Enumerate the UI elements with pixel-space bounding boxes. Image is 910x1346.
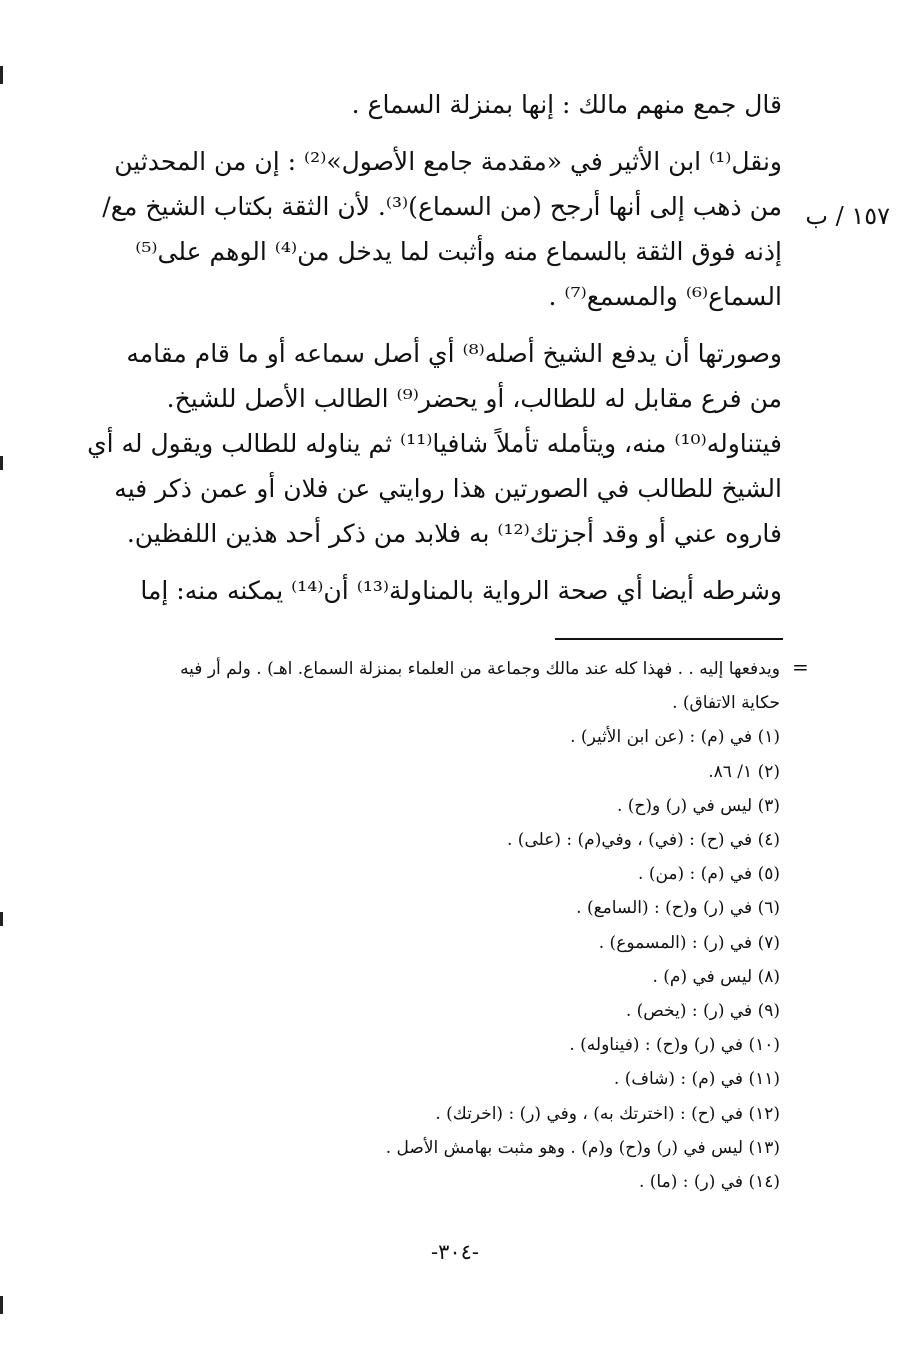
text-line: قال جمع منهم مالك : إنها بمنزلة السماع . xyxy=(351,90,782,119)
text-line: فيتناوله⁽¹⁰⁾ منه، ويتأمله تأملاً شافيا⁽¹¹⁾ ثم يناوله للطالب ويقول له أي xyxy=(87,429,782,458)
footnote-continuation: حكاية الاتفاق) . xyxy=(672,693,780,714)
text-line: إذنه فوق الثقة بالسماع منه وأثبت لما يدخل من⁽⁴⁾ الوهم على⁽⁵⁾ xyxy=(135,237,782,266)
footnote-item: (٦) في (ر) و(ح) : (السامع) . xyxy=(576,898,780,919)
footnote-item: (٢) ١/ ٨٦. xyxy=(708,761,780,782)
text-line: من فرع مقابل له للطالب، أو يحضر⁽⁹⁾ الطالب الأصل للشيخ. xyxy=(166,384,782,413)
footnote-item: (١٠) في (ر) و(ح) : (فيناوله) . xyxy=(569,1035,780,1056)
text-line: وشرطه أيضا أي صحة الرواية بالمناولة⁽¹³⁾ أن⁽¹⁴⁾ يمكنه منه: إما xyxy=(140,576,782,605)
page-number: -٣٠٤- xyxy=(430,1240,480,1264)
paragraph xyxy=(70,331,782,556)
footnote-item: (١٤) في (ر) : (ما) . xyxy=(638,1172,780,1193)
footnote-item: (٩) في (ر) : (يخص) . xyxy=(625,1001,780,1022)
text-line: من ذهب إلى أنها أرجح (من السماع)⁽³⁾. لأن الثقة بكتاب الشيخ مع/ xyxy=(102,192,782,221)
left-edge-mark xyxy=(0,66,3,84)
footnote-separator xyxy=(555,638,783,640)
margin-folio-note: ١٥٧ / ب xyxy=(805,202,890,230)
text-line: الشيخ للطالب في الصورتين هذا روايتي عن فلان أو عمن ذكر فيه xyxy=(114,474,782,503)
footnote-item: (٣) ليس في (ر) و(ح) . xyxy=(616,795,780,816)
footnote-continuation: ويدفعها إليه . . فهذا كله عند مالك وجماعة من العلماء بمنزلة السماع. اهـ) . ولم أر فيه xyxy=(180,659,780,679)
footnote-item: (٤) في (ح) : (في) ، وفي(م) : (على) . xyxy=(507,830,780,851)
text-line: فاروه عني أو وقد أجزتك⁽¹²⁾ به فلابد من ذكر أحد هذين اللفظين. xyxy=(126,519,782,548)
text-line: ونقل⁽¹⁾ ابن الأثير في «مقدمة جامع الأصول»⁽²⁾ : إن من المحدثين xyxy=(114,147,782,176)
footnote-item: (٨) ليس في (م) . xyxy=(652,966,780,987)
footnote-item: (١٣) ليس في (ر) و(ح) و(م) . وهو مثبت بهامش الأصل . xyxy=(385,1137,780,1158)
left-edge-mark xyxy=(0,1296,3,1314)
text-line: وصورتها أن يدفع الشيخ أصله⁽⁸⁾ أي أصل سماعه أو ما قام مقامه xyxy=(126,339,782,368)
footnote-item: (٧) في (ر) : (المسموع) . xyxy=(598,932,780,953)
left-edge-mark xyxy=(0,912,3,926)
text-line: السماع⁽⁶⁾ والمسمع⁽⁷⁾ . xyxy=(548,282,782,311)
footnote-item: (٥) في (م) : (من) . xyxy=(638,864,780,885)
paragraph xyxy=(70,82,782,127)
footnote-item: (١) في (م) : (عن ابن الأثير) . xyxy=(570,727,780,748)
footnote-item: (١٢) في (ح) : (اخترتك به) ، وفي (ر) : (اخرتك) . xyxy=(435,1103,780,1124)
paragraph xyxy=(70,139,782,319)
footnote-item: (١١) في (م) : (شاف) . xyxy=(613,1069,780,1090)
footnote-continuation-mark: = xyxy=(792,655,809,679)
main-text xyxy=(70,82,782,613)
footnotes xyxy=(80,652,780,1199)
paragraph xyxy=(70,568,782,613)
left-edge-mark xyxy=(0,456,3,470)
